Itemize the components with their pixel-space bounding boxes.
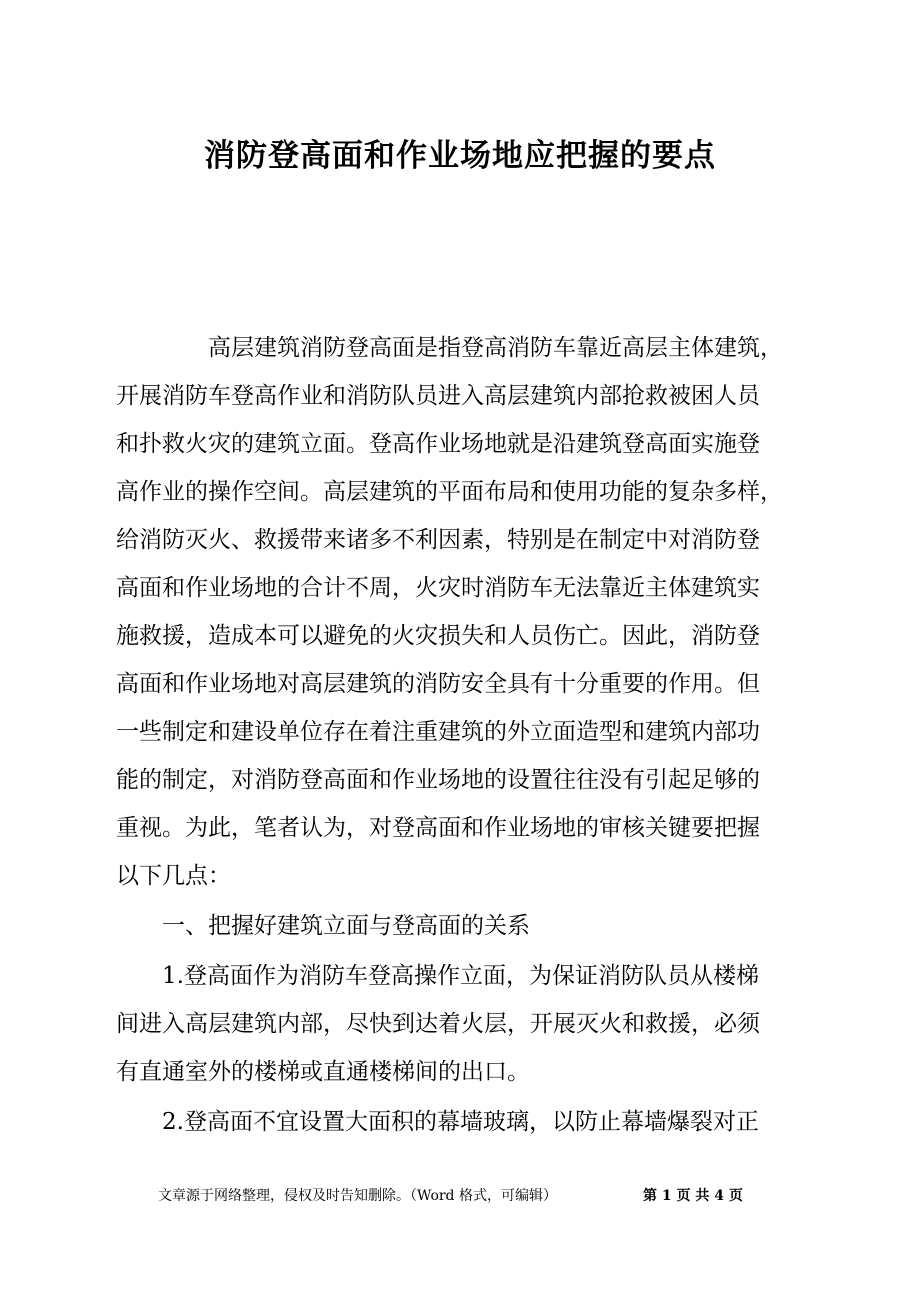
body-line: 开展消防车登高作业和消防队员进入高层建筑内部抢救被困人员 xyxy=(116,383,760,409)
body-line: 1.登高面作为消防车登高操作立面，为保证消防队员从楼梯 xyxy=(116,963,759,989)
page-title: 消防登高面和作业场地应把握的要点 xyxy=(204,138,716,174)
body-line: 以下几点： xyxy=(116,863,231,889)
body-line: 2.登高面不宜设置大面积的幕墙玻璃，以防止幕墙爆裂对正 xyxy=(116,1109,759,1135)
body-line: 高作业的操作空间。高层建筑的平面布局和使用功能的复杂多样， xyxy=(116,479,783,505)
body-line: 和扑救火灾的建筑立面。登高作业场地就是沿建筑登高面实施登 xyxy=(116,431,760,457)
body-line: 施救援，造成本可以避免的火灾损失和人员伤亡。因此，消防登 xyxy=(116,623,760,649)
body-line: 给消防灭火、救援带来诸多不利因素，特别是在制定中对消防登 xyxy=(116,527,760,553)
body-line: 高面和作业场地的合计不周，火灾时消防车无法靠近主体建筑实 xyxy=(116,575,760,601)
body-line: 重视。为此，笔者认为，对登高面和作业场地的审核关键要把握 xyxy=(116,815,760,841)
page-number: 第 1 页 共 4 页 xyxy=(643,1188,743,1204)
body-line: 有直通室外的楼梯或直通楼梯间的出口。 xyxy=(116,1059,530,1085)
body-line: 一些制定和建设单位存在着注重建筑的外立面造型和建筑内部功 xyxy=(116,719,760,745)
footer-note: 文章源于网络整理，侵权及时告知删除。（Word 格式，可编辑） xyxy=(158,1188,557,1204)
body-line: 能的制定，对消防登高面和作业场地的设置往往没有引起足够的 xyxy=(116,767,760,793)
body-line: 高层建筑消防登高面是指登高消防车靠近高层主体建筑， xyxy=(116,335,783,361)
body-line: 高面和作业场地对高层建筑的消防安全具有十分重要的作用。但 xyxy=(116,671,760,697)
body-line: 间进入高层建筑内部，尽快到达着火层，开展灭火和救援，必须 xyxy=(116,1011,760,1037)
section-heading: 一、把握好建筑立面与登高面的关系 xyxy=(116,913,530,939)
